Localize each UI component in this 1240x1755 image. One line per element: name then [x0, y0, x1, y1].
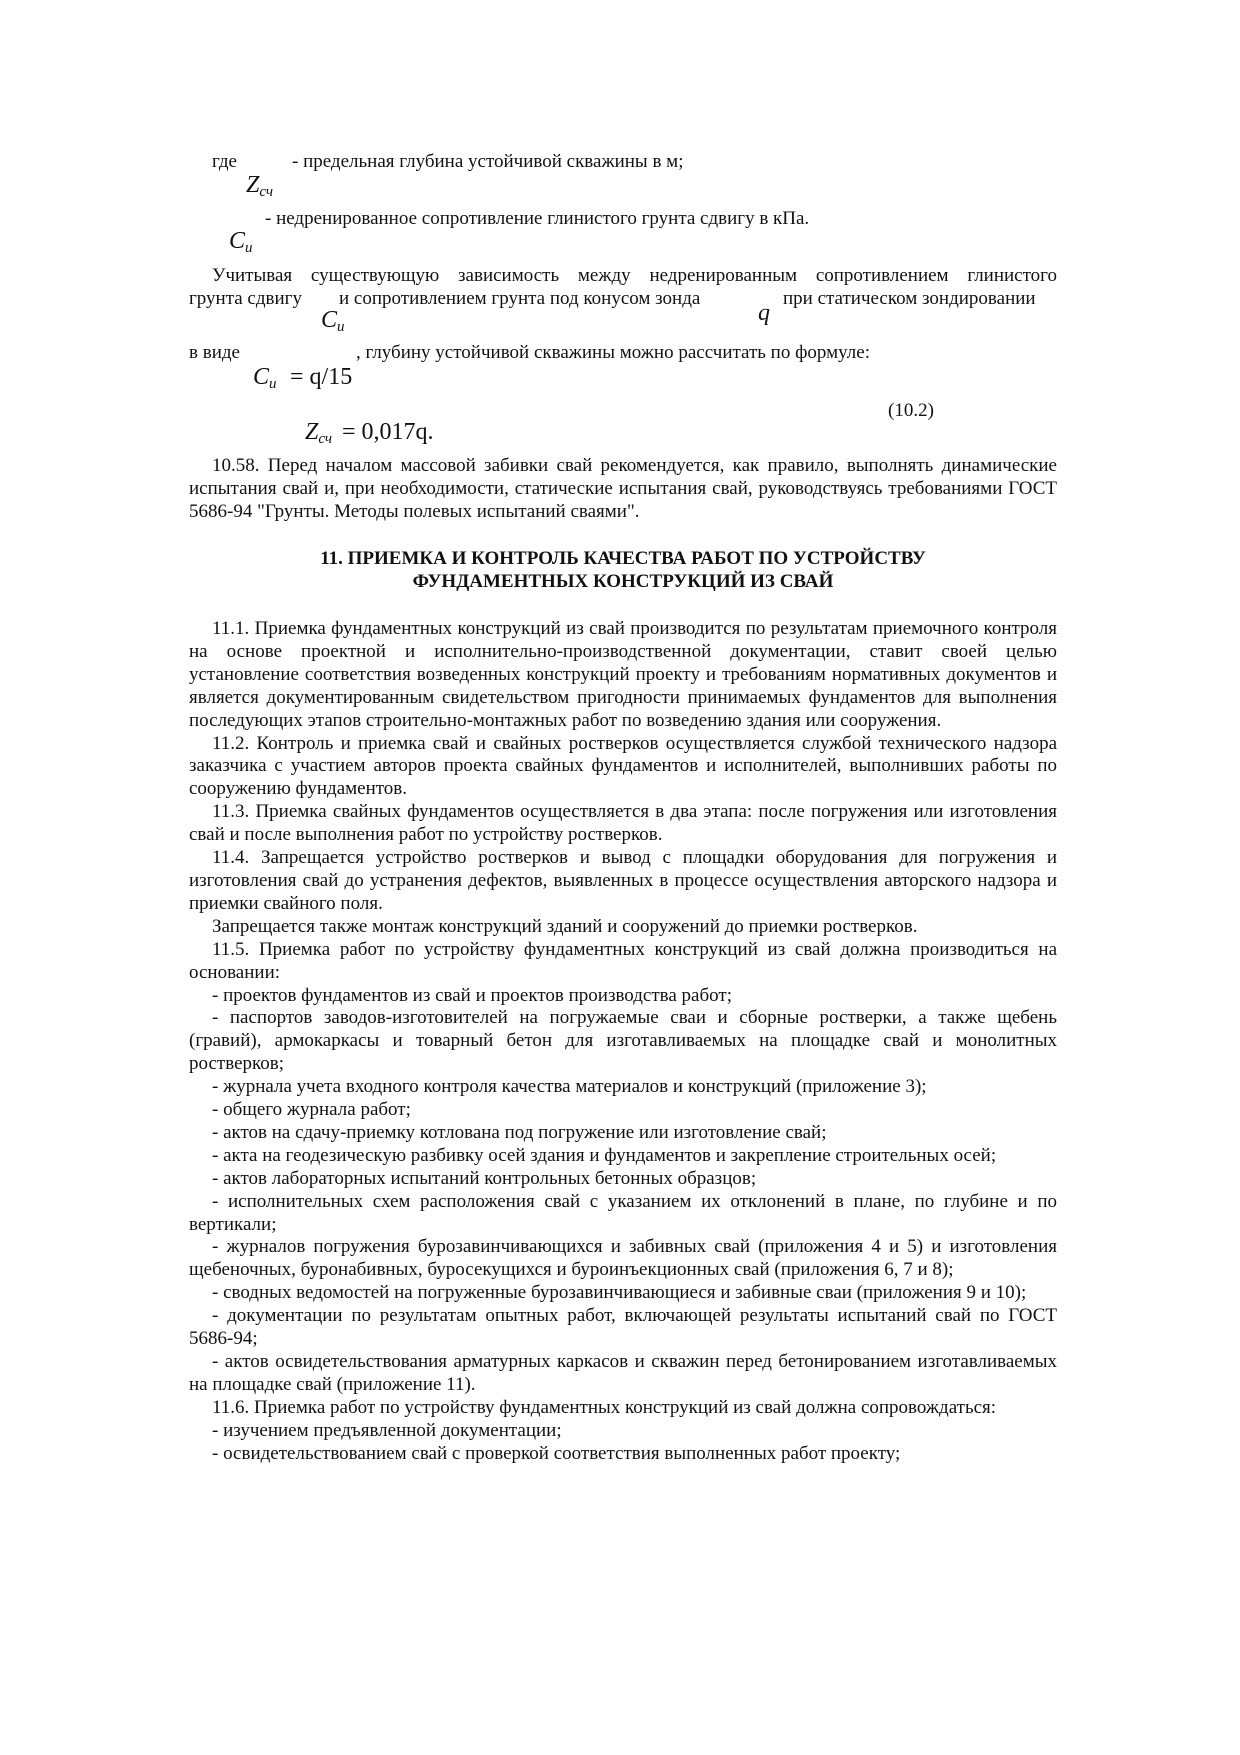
formula-zsch-lhs: $Z_{сч}$: [305, 419, 332, 447]
list-item: - актов на сдачу-приемку котлована под погружение или изготовление свай;: [212, 1121, 827, 1143]
q-symbol: q: [758, 300, 770, 326]
list-item: - документации по результатам опытных работ, включающей результаты испытаний свай по ГОСТ 5686-94;: [189, 1305, 1057, 1350]
dependency-para-line2-a: грунта сдвигу: [189, 288, 302, 309]
cu-description: - недренированное сопротивление глинистого грунта сдвигу в кПа.: [265, 208, 810, 229]
list-item: - исполнительных схем расположения свай с указанием их отклонений в плане, по глубине и по вертикали;: [189, 1190, 1057, 1235]
list-item: - акта на геодезическую разбивку осей здания и фундаментов и закрепление строительных осей;: [212, 1144, 997, 1166]
cu-symbol-inline: $C_u$: [321, 307, 345, 335]
list-item: - изучением предъявленной документации;: [212, 1419, 562, 1441]
list-item: - журналов погружения бурозавинчивающихся и забивных свай (приложения 4 и 5) и изготовления щебеночных, буронабивных, буросекущихся и буроинъекционных свай (приложения 6, 7 и 8);: [189, 1236, 1057, 1281]
section-heading: [189, 547, 1057, 593]
list-item: - освидетельствованием свай с проверкой соответствия выполненных работ проекту;: [212, 1442, 901, 1464]
list-item: - общего журнала работ;: [212, 1099, 411, 1121]
dependency-para-line3-a: в виде: [189, 342, 240, 363]
list-item: - паспортов заводов-изготовителей на погружаемые сваи и сборные ростверки, а также щебень (гравий), армокаркасы и товарный бетон для изготавливаемых на площадке свай и монолитных ростверков;: [189, 1007, 1057, 1075]
paragraph-10-58-text: 10.58. Перед началом массовой забивки свай рекомендуется, как правило, выполнять динамические испытания свай и, при необходимости, статические испытания свай, руководствуясь требованиями ГОСТ 5686-94 "Грунты. Методы полевых испытаний сваями".: [189, 455, 1057, 522]
paragraph: 11.1. Приемка фундаментных конструкций из свай производится по результатам приемочного контроля на основе проектной и исполнительно-производственной документации, ставит своей целью установление соответствия возведенных конструкций проекту и требованиям нормативных документов и является документированным свидетельством пригодности принимаемых фундаментов для выполнения последующих этапов строительно-монтажных работ по возведению здания или сооружения.: [189, 618, 1057, 731]
paragraph: Запрещается также монтаж конструкций зданий и сооружений до приемки ростверков.: [212, 915, 918, 937]
list-item: - проектов фундаментов из свай и проектов производства работ;: [212, 984, 732, 1006]
formula-cu-rhs: = q/15: [290, 364, 353, 390]
formula-number: (10.2): [888, 400, 934, 421]
paragraph-10-58: [189, 455, 1057, 524]
paragraph: 11.5. Приемка работ по устройству фундаментных конструкций из свай должна производиться на основании:: [189, 938, 1057, 983]
section-heading-line2: ФУНДАМЕНТНЫХ КОНСТРУКЦИЙ ИЗ СВАЙ: [412, 571, 834, 592]
section-11-body: [189, 618, 1057, 1466]
formula-cu-lhs: $C_u$: [253, 364, 277, 392]
paragraph: 11.6. Приемка работ по устройству фундаментных конструкций из свай должна сопровождаться:: [212, 1396, 997, 1418]
dependency-para-line2-b: и сопротивлением грунта под конусом зонда: [339, 288, 701, 309]
dependency-para-line2-c: при статическом зондировании: [783, 288, 1036, 309]
where-word: где: [212, 151, 237, 172]
cu-symbol: $C_u$: [229, 228, 253, 256]
dependency-para-line1: Учитывая существующую зависимость между недренированным сопротивлением глинистого: [212, 265, 1057, 286]
paragraph: 11.2. Контроль и приемка свай и свайных ростверков осуществляется службой технического надзора заказчика с участием авторов проекта свайных фундаментов и исполнителей, выполнивших работы по сооружению фундаментов.: [189, 732, 1057, 800]
zsch-description: - предельная глубина устойчивой скважины в м;: [292, 151, 684, 172]
paragraph: 11.4. Запрещается устройство ростверков и вывод с площадки оборудования для погружения и изготовления свай до устранения дефектов, выявленных в процессе осуществления авторского надзора и приемки свайного поля.: [189, 847, 1057, 914]
list-item: - сводных ведомостей на погруженные бурозавинчивающиеся и забивные сваи (приложения 9 и 10);: [212, 1282, 1027, 1304]
list-item: - актов лабораторных испытаний контрольных бетонных образцов;: [212, 1167, 757, 1189]
list-item: - журнала учета входного контроля качества материалов и конструкций (приложение 3);: [212, 1076, 927, 1098]
dependency-para-line3-b: , глубину устойчивой скважины можно рассчитать по формуле:: [356, 342, 871, 363]
zsch-symbol: $Z_{сч}$: [246, 172, 273, 200]
formula-zsch-rhs: = 0,017q.: [342, 419, 434, 445]
section-heading-line1: 11. ПРИЕМКА И КОНТРОЛЬ КАЧЕСТВА РАБОТ ПО УСТРОЙСТВУ: [320, 548, 926, 569]
paragraph: 11.3. Приемка свайных фундаментов осуществляется в два этапа: после погружения или изготовления свай и после выполнения работ по устройству ростверков.: [189, 801, 1057, 846]
list-item: - актов освидетельствования арматурных каркасов и скважин перед бетонированием изготавливаемых на площадке свай (приложение 11).: [189, 1351, 1057, 1395]
